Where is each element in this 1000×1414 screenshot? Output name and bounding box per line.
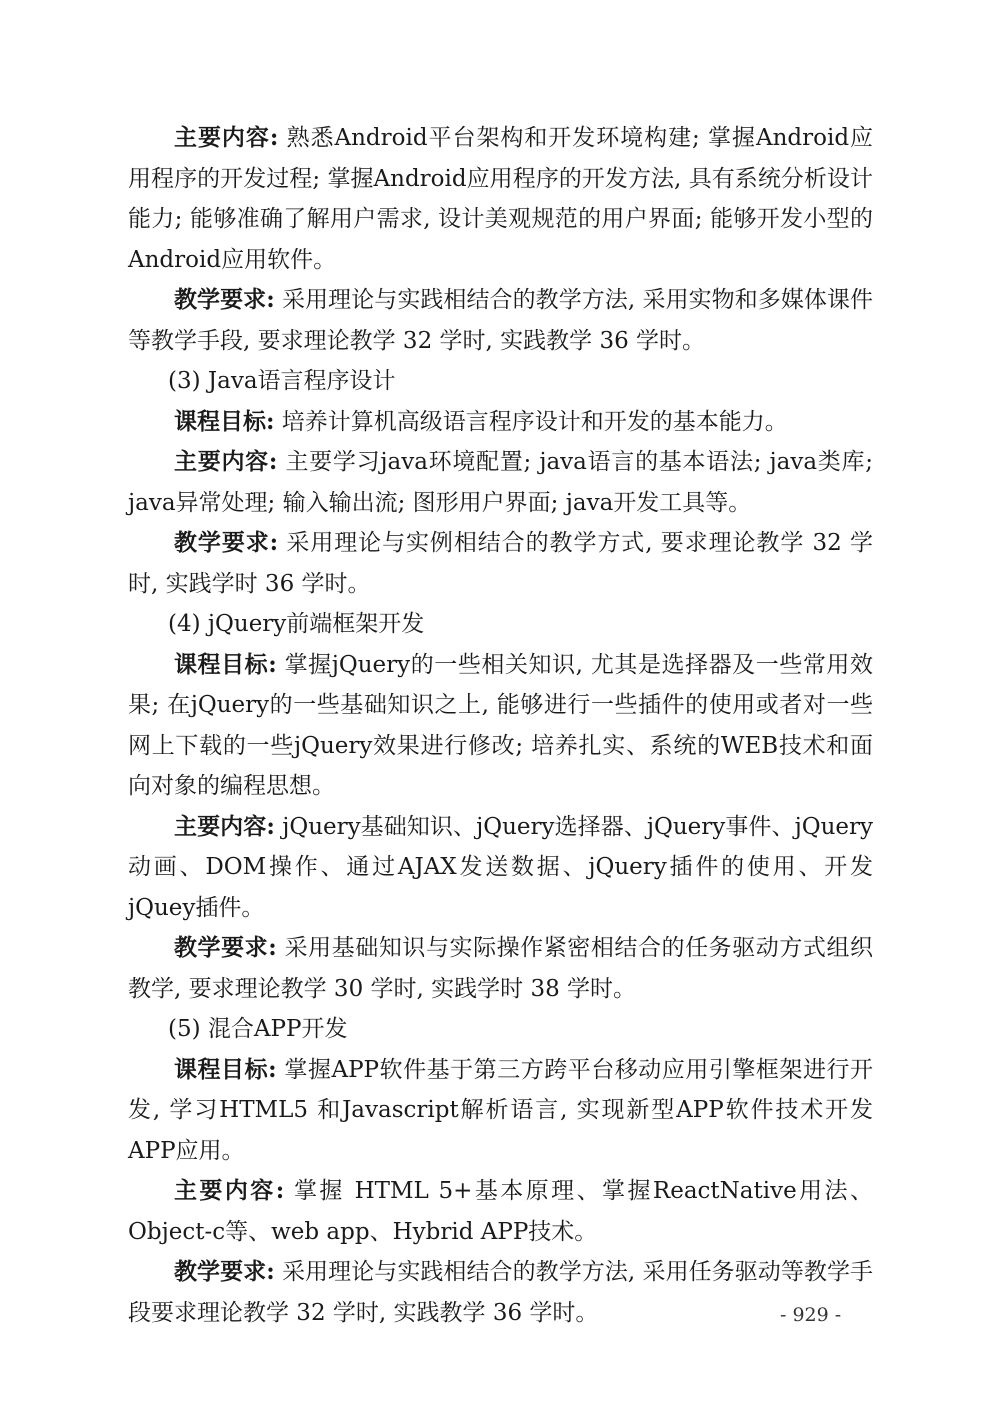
paragraph-app-teaching <box>128 1252 873 1333</box>
course-heading-jquery: (4) jQuery前端框架开发 <box>168 611 425 637</box>
paragraph-text: 主要学习java环境配置; java语言的基本语法; java类库; java异常处理; 输入输出流; 图形用户界面; java开发工具等。 <box>128 449 873 516</box>
paragraph-text: 掌握jQuery的一些相关知识, 尤其是选择器及一些常用效果; 在jQuery的一些基础知识之上, 能够进行一些插件的使用或者对一些网上下载的一些jQuery效果进行修改; 培养扎实、系统的WEB技术和面向对象的编程思想。 <box>128 651 873 799</box>
section-label: 课程目标: <box>174 650 277 678</box>
paragraph-android-content <box>128 118 873 280</box>
course-heading-hybrid-app: (5) 混合APP开发 <box>168 1016 348 1042</box>
section-label: 教学要求: <box>174 286 275 313</box>
paragraph-text: 熟悉Android平台架构和开发环境构建; 掌握Android应用程序的开发过程; 掌握Android应用程序的开发方法, 具有系统分析设计能力; 能够准确了解用户需求, 设计美观规范的用户界面; 能够开发小型的Android应用软件。 <box>128 125 873 273</box>
section-label: 教学要求: <box>174 934 277 961</box>
paragraph-text: 采用理论与实例相结合的教学方式, 要求理论教学 32 学时, 实践学时 36 学时。 <box>128 530 873 597</box>
paragraph-text: jQuery基础知识、jQuery选择器、jQuery事件、jQuery动画、DOM操作、通过AJAX发送数据、jQuery插件的使用、开发jQuey插件。 <box>128 813 873 921</box>
section-label: 主要内容: <box>174 448 278 475</box>
paragraph-java-goal <box>128 402 873 443</box>
paragraph-app-content <box>128 1171 873 1252</box>
paragraph-java-content <box>128 442 873 523</box>
paragraph-jquery-goal <box>128 645 873 807</box>
section-label: 教学要求: <box>174 1258 275 1285</box>
paragraph-java-teaching <box>128 523 873 604</box>
paragraph-app-goal <box>128 1050 873 1172</box>
course-heading-java: (3) Java语言程序设计 <box>168 368 396 394</box>
paragraph-jquery-teaching <box>128 928 873 1009</box>
paragraph-text: 采用理论与实践相结合的教学方法, 采用实物和多媒体课件等教学手段, 要求理论教学 32 学时, 实践教学 36 学时。 <box>128 287 873 354</box>
paragraph-jquery-content <box>128 807 873 929</box>
section-label: 主要内容: <box>174 1177 285 1204</box>
section-label: 课程目标: <box>174 1055 277 1083</box>
paragraph-text: 采用基础知识与实际操作紧密相结合的任务驱动方式组织教学, 要求理论教学 30 学时, 实践学时 38 学时。 <box>128 935 874 1002</box>
paragraph-android-teaching <box>128 280 873 361</box>
paragraph-text: 培养计算机高级语言程序设计和开发的基本能力。 <box>274 408 788 435</box>
paragraph-text: 采用理论与实践相结合的教学方法, 采用任务驱动等教学手段要求理论教学 32 学时, 实践教学 36 学时。 <box>128 1259 873 1326</box>
page-number: - 929 - <box>780 1304 842 1326</box>
section-label: 主要内容: <box>174 124 279 151</box>
section-label: 课程目标: <box>174 407 275 435</box>
section-label: 主要内容: <box>174 812 275 840</box>
document-body <box>128 118 873 1333</box>
section-label: 教学要求: <box>174 529 279 556</box>
paragraph-text: 掌握 HTML 5+基本原理、掌握ReactNative用法、Object-c等、web app、Hybrid APP技术。 <box>128 1178 873 1245</box>
paragraph-text: 掌握APP软件基于第三方跨平台移动应用引擎框架进行开发, 学习HTML5 和Javascript解析语言, 实现新型APP软件技术开发APP应用。 <box>128 1056 874 1164</box>
